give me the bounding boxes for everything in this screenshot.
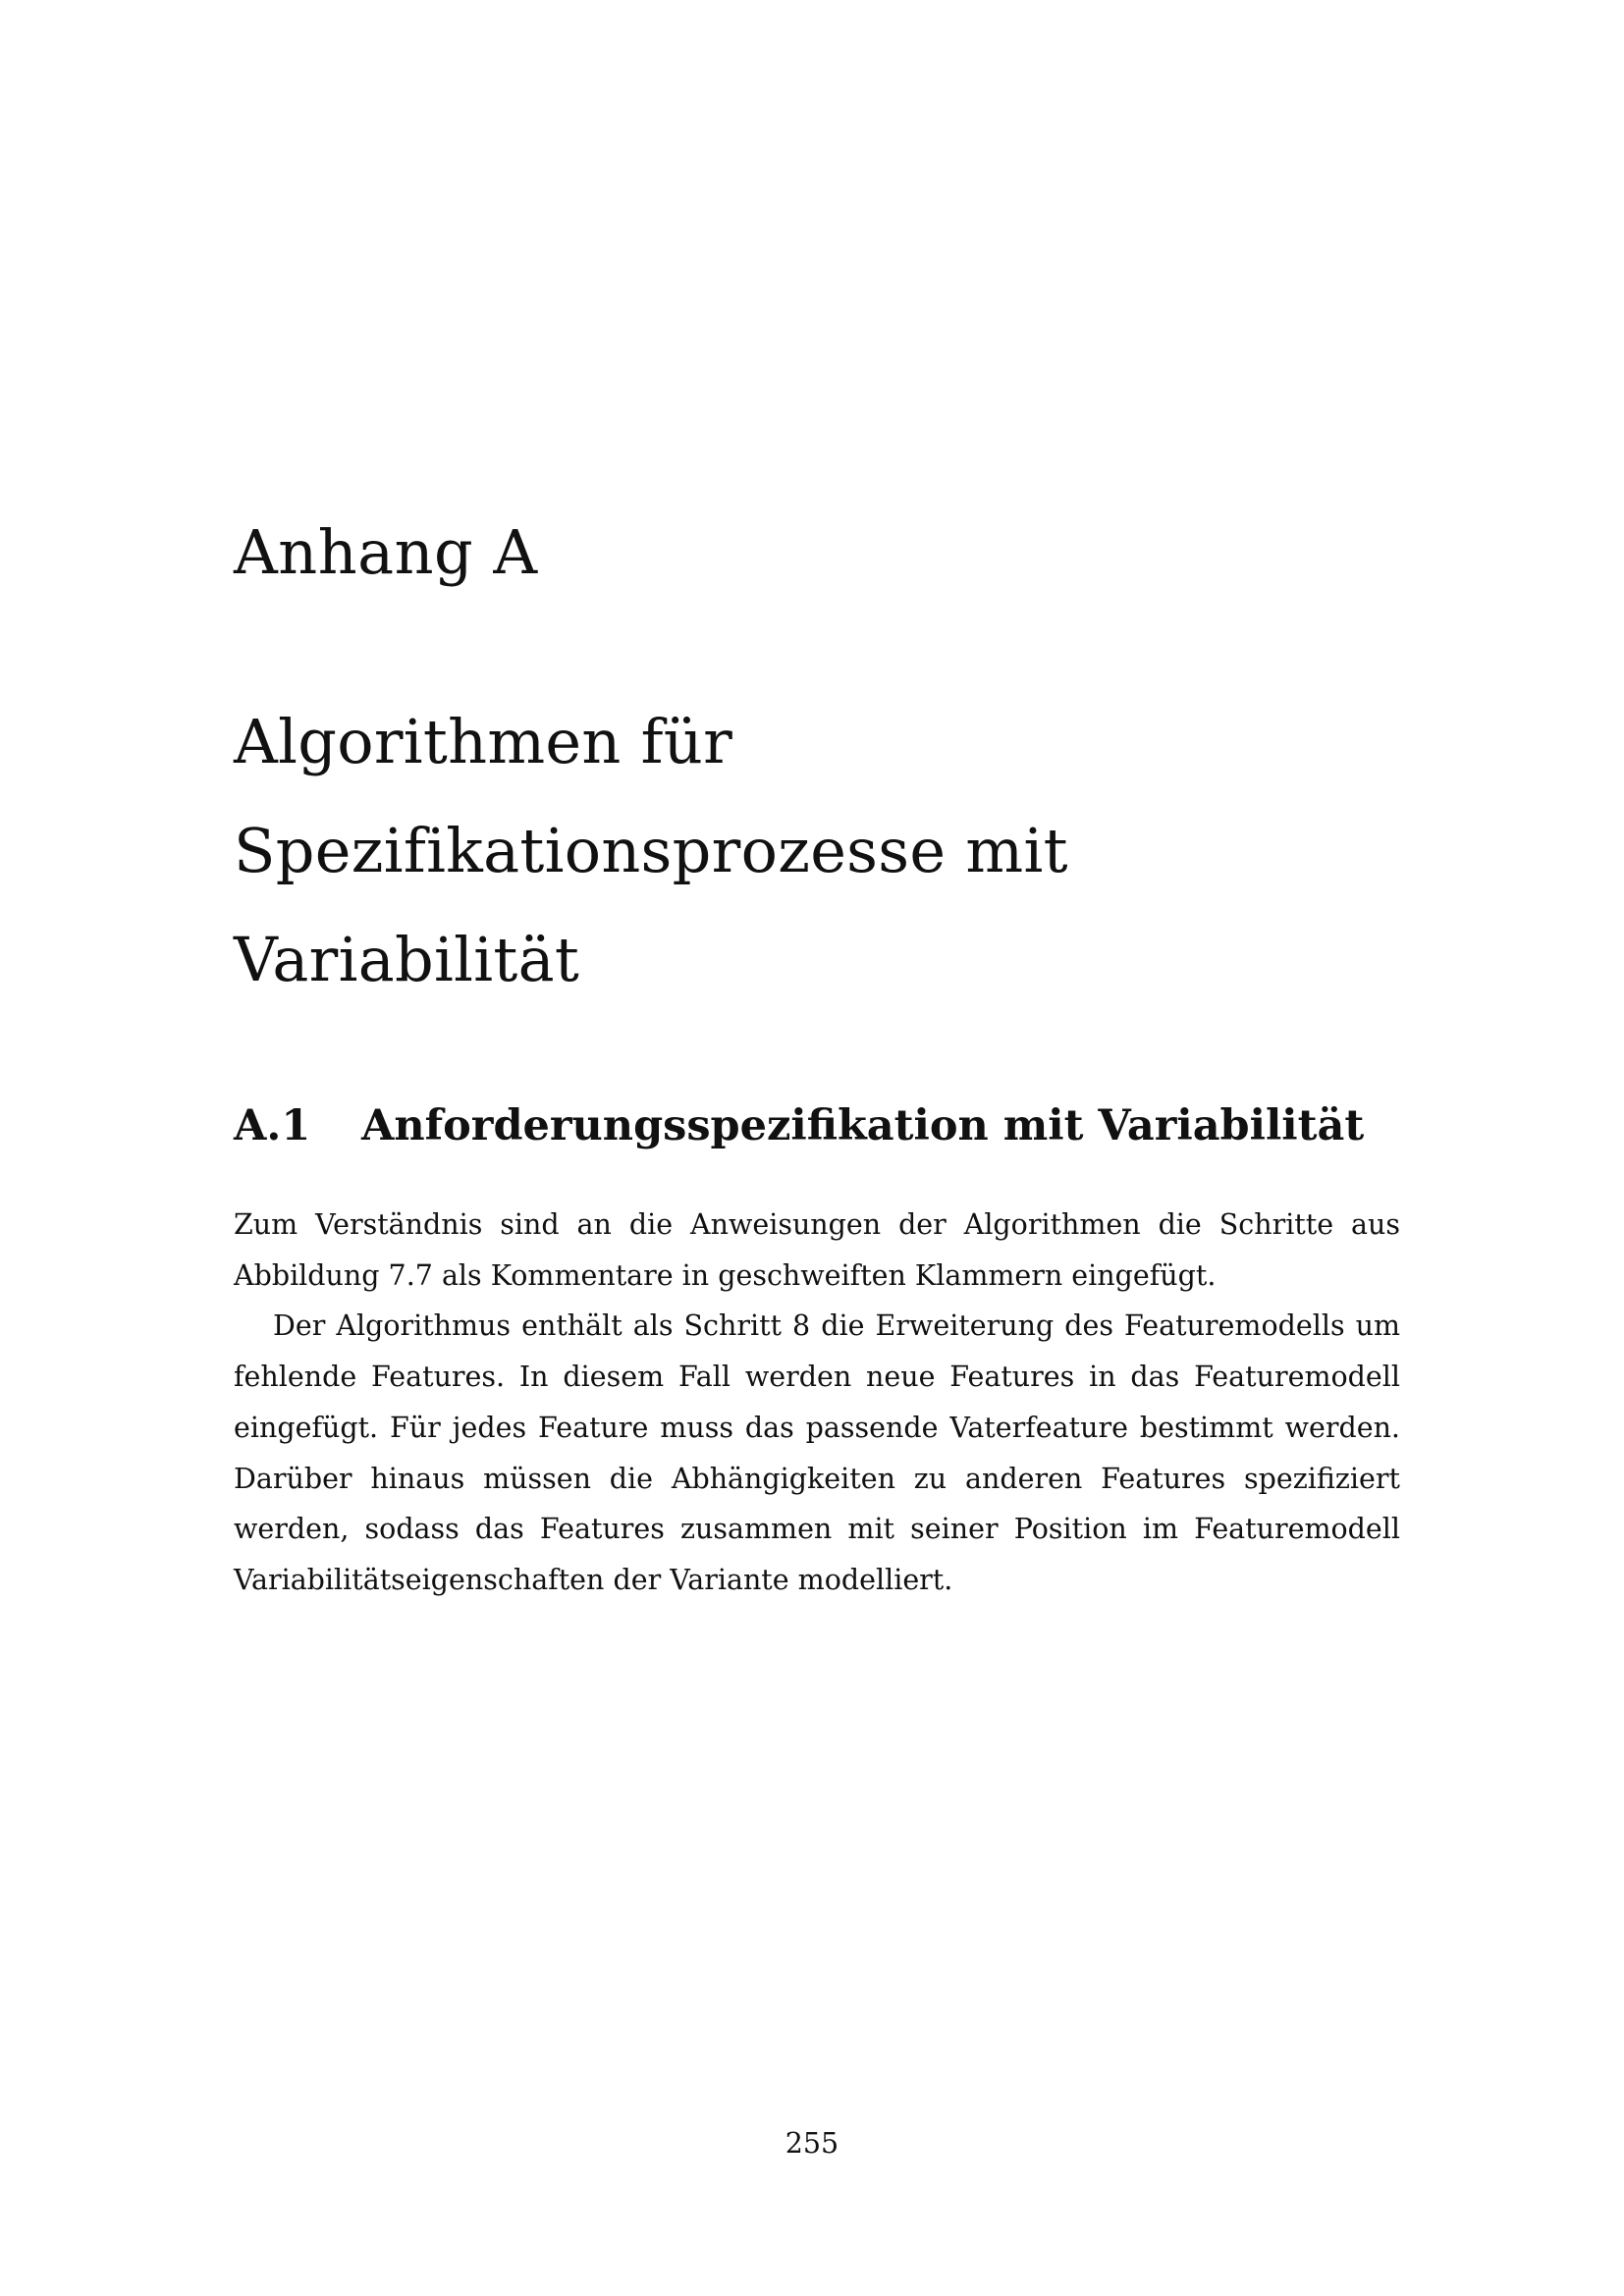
page-number: 255 [785,2127,839,2160]
body-text [234,1200,1400,1606]
section-title: Anforderungsspezifikation mit Variabilität [361,1101,1365,1150]
chapter-title [234,687,1068,1014]
chapter-title-line: Spezifikationsprozesse mit [234,815,1068,886]
section-heading [234,1101,1365,1150]
paragraph: Zum Verständnis sind an die Anweisungen der Algorithmen die Schritte aus Abbildung 7.7 als Kommentare in geschweiften Klammern eingefügt. [234,1208,1400,1292]
section-number: A.1 [234,1101,311,1150]
paragraph: Der Algorithmus enthält als Schritt 8 die Erweiterung des Featuremodells um fehlende Features. In diesem Fall werden neue Features in das Featuremodell eingefügt. Für jedes Feature muss das passende Vaterfeature bestimmt werden. Darüber hinaus müssen die Abhängigkeiten zu anderen Features spezifiziert werden, sodass das Features zusammen mit seiner Position im Featuremodell Variabilitätseigenschaften der Variante modelliert. [234,1309,1400,1596]
chapter-label: Anhang A [234,516,538,588]
chapter-title-line: Algorithmen für [234,706,733,777]
chapter-title-line: Variabilität [234,924,580,995]
